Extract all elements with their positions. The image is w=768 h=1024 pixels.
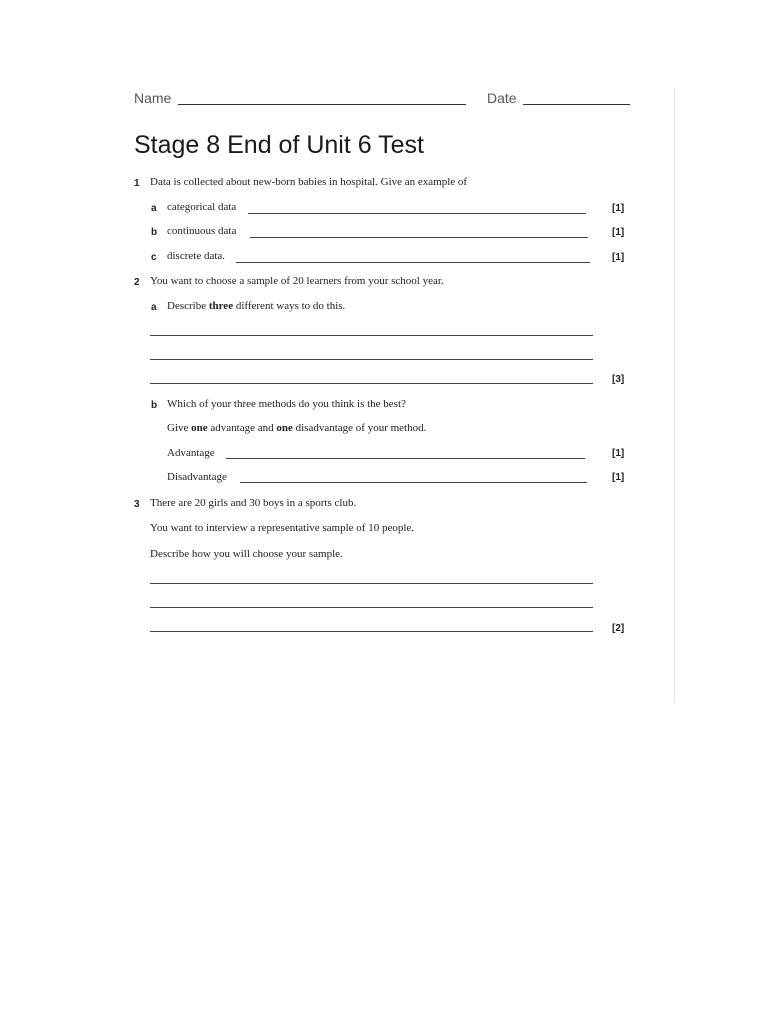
question-1a-text: categorical data: [167, 201, 237, 213]
name-field[interactable]: [178, 104, 466, 105]
question-3-mark: [2]: [612, 623, 625, 634]
disadvantage-answer-line[interactable]: [240, 482, 587, 483]
question-2a-answer-line-2[interactable]: [150, 359, 593, 360]
question-1b-label: b: [151, 227, 158, 238]
advantage-answer-line[interactable]: [226, 458, 585, 459]
question-2b-label: b: [151, 400, 158, 411]
date-label: Date: [487, 90, 517, 106]
question-3-number: 3: [134, 499, 140, 510]
question-1a-label: a: [151, 203, 157, 214]
disadvantage-label: Disadvantage: [167, 471, 227, 483]
question-2a-answer-line-3[interactable]: [150, 383, 593, 384]
question-2-number: 2: [134, 277, 140, 288]
question-1-text: Data is collected about new-born babies in hospital. Give an example of: [150, 176, 468, 188]
question-3-answer-line-1[interactable]: [150, 583, 593, 584]
question-3-answer-line-3[interactable]: [150, 631, 593, 632]
question-1a-answer-line[interactable]: [248, 213, 586, 214]
page-edge: [674, 88, 675, 703]
question-3-text: There are 20 girls and 30 boys in a sports club.: [150, 497, 357, 509]
question-2b-instruction: Give one advantage and one disadvantage of your method.: [167, 422, 427, 434]
question-2a-text: Describe three different ways to do this.: [167, 300, 346, 312]
name-label: Name: [134, 90, 172, 106]
question-1c-mark: [1]: [612, 252, 625, 263]
date-field[interactable]: [523, 104, 630, 105]
question-3-line-2: You want to interview a representative sample of 10 people.: [150, 522, 415, 534]
question-1c-label: c: [151, 252, 157, 263]
advantage-label: Advantage: [167, 447, 215, 459]
question-3-answer-line-2[interactable]: [150, 607, 593, 608]
question-2-text: You want to choose a sample of 20 learners from your school year.: [150, 275, 444, 287]
page-title: Stage 8 End of Unit 6 Test: [134, 131, 425, 159]
question-2a-answer-line-1[interactable]: [150, 335, 593, 336]
question-1b-answer-line[interactable]: [250, 237, 588, 238]
advantage-mark: [1]: [612, 448, 625, 459]
question-2b-text: Which of your three methods do you think is the best?: [167, 398, 406, 410]
question-1b-mark: [1]: [612, 227, 625, 238]
question-1b-text: continuous data: [167, 225, 237, 237]
question-1c-text: discrete data.: [167, 250, 226, 262]
question-3-line-3: Describe how you will choose your sample.: [150, 548, 343, 560]
question-1-number: 1: [134, 178, 140, 189]
question-1c-answer-line[interactable]: [236, 262, 590, 263]
question-1a-mark: [1]: [612, 203, 625, 214]
question-2a-mark: [3]: [612, 374, 625, 385]
disadvantage-mark: [1]: [612, 472, 625, 483]
question-2a-label: a: [151, 302, 157, 313]
